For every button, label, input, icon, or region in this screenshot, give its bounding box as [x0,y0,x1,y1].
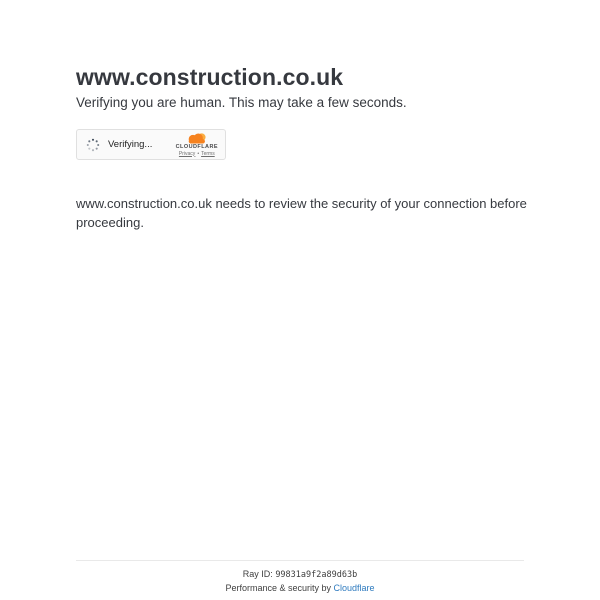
cloudflare-link[interactable]: Cloudflare [333,583,375,593]
widget-legal-links [179,152,215,157]
cloudflare-wordmark: CLOUDFLARE [175,143,218,150]
verifying-status-label: Verifying... [108,139,153,150]
security-review-message: www.construction.co.uk needs to review the security of your connection before proceeding. [76,196,527,230]
verification-status [85,137,152,153]
terms-link[interactable]: Terms [201,150,215,157]
ray-id-value: 99831a9f2a89d63b [275,570,358,580]
cloudflare-branding[interactable] [176,133,218,157]
ray-id-label: Ray ID: [242,569,273,579]
page-title: www.construction.co.uk [76,64,344,90]
footer-divider [76,560,524,561]
link-separator: • [197,150,200,157]
spinner-icon [85,137,101,153]
privacy-link[interactable]: Privacy [178,150,196,157]
cloudflare-verification-widget [76,129,226,160]
cloudflare-cloud-icon [184,133,210,144]
performance-line [0,583,600,593]
verification-subtitle: Verifying you are human. This may take a few seconds. [76,95,407,110]
performance-text: Performance & security by [225,583,331,593]
ray-id-line [0,569,600,580]
